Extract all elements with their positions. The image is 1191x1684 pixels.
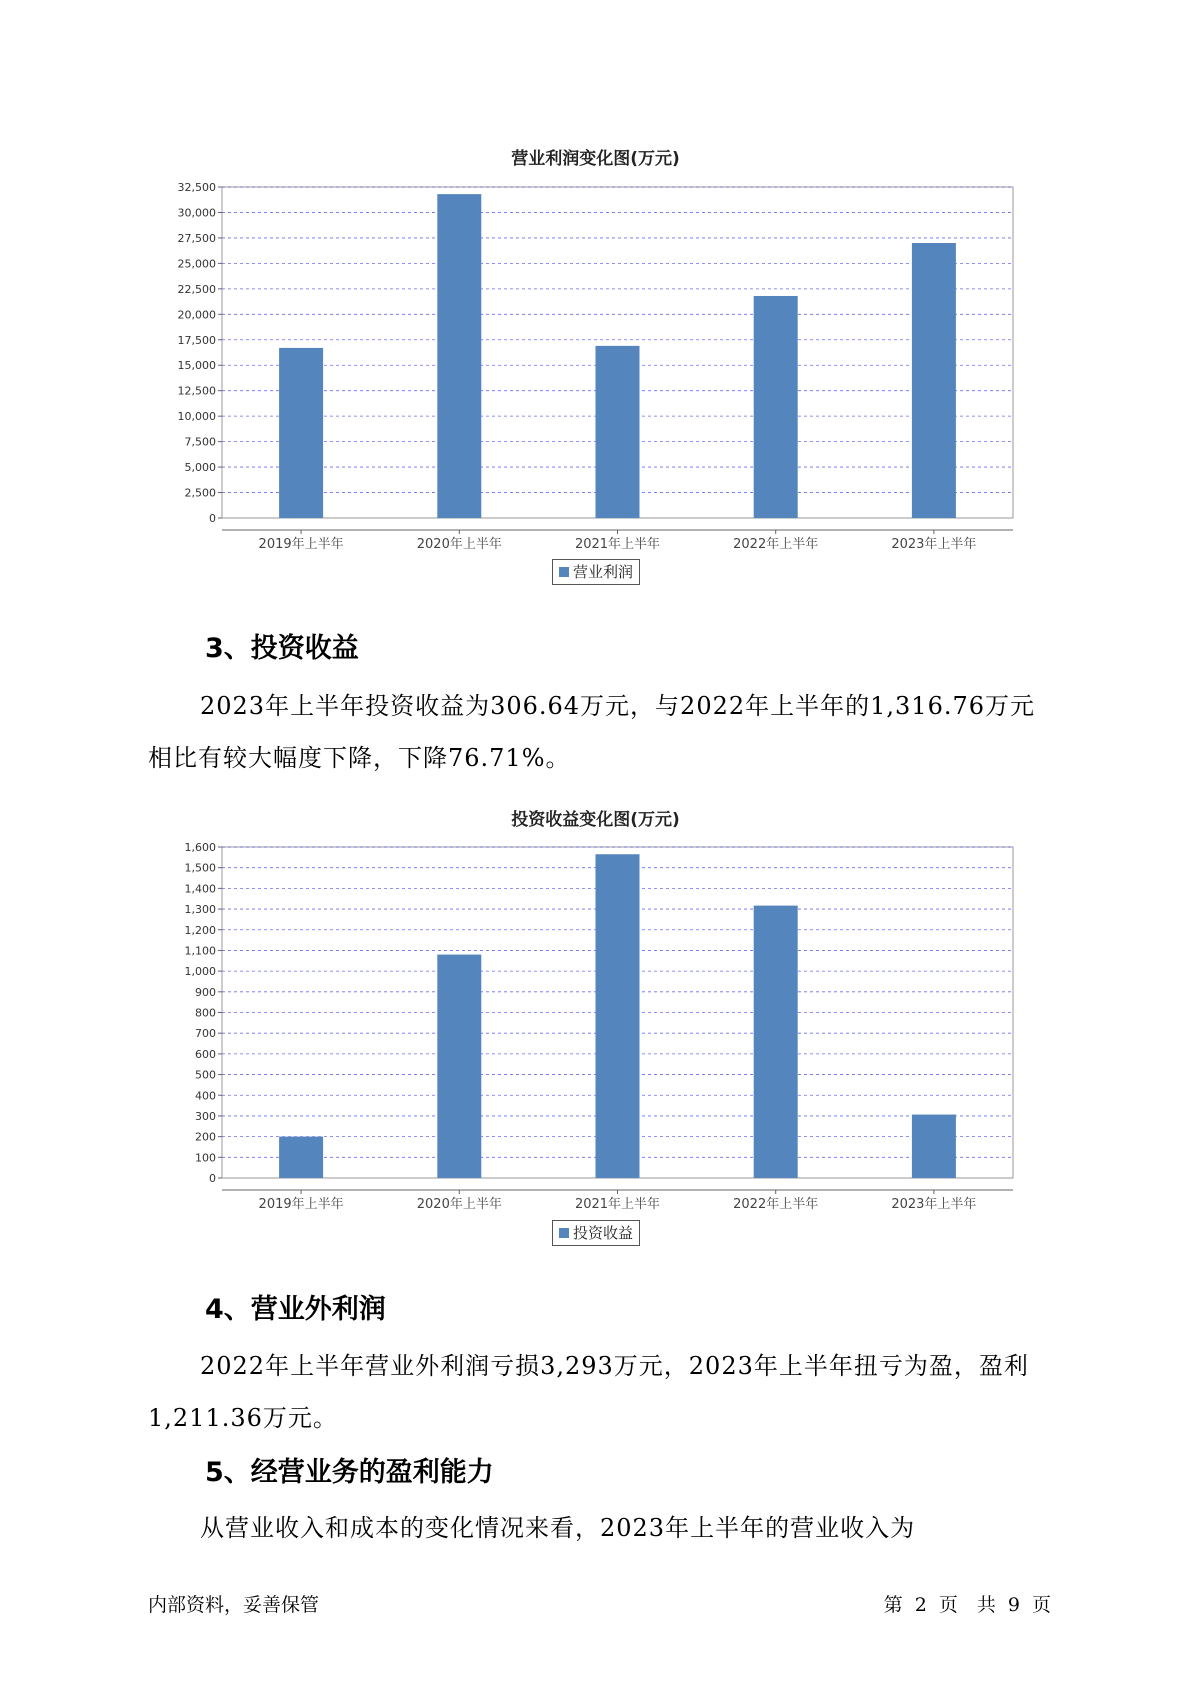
y-tick-label: 900 xyxy=(195,985,216,999)
y-tick-label: 300 xyxy=(195,1109,216,1123)
x-tick-label: 2019年上半年 xyxy=(258,1197,344,1212)
chart2-legend xyxy=(552,1220,640,1246)
bar-4 xyxy=(754,296,798,518)
bar-4 xyxy=(754,906,798,1178)
y-tick-label: 0 xyxy=(209,1172,216,1185)
footer-confidential-note: 内部资料，妥善保管 xyxy=(148,1594,320,1616)
y-tick-label: 30,000 xyxy=(177,206,216,220)
section-3-heading: 3、投资收益 xyxy=(205,633,359,664)
x-tick-label: 2023年上半年 xyxy=(891,537,977,552)
legend-swatch-icon xyxy=(559,1228,569,1238)
y-tick-label: 20,000 xyxy=(177,308,216,322)
investment-income-chart xyxy=(0,835,1191,1212)
y-tick-label: 22,500 xyxy=(177,282,216,296)
y-tick-label: 27,500 xyxy=(177,231,216,245)
y-tick-label: 5,000 xyxy=(184,461,216,475)
section-4-heading: 4、营业外利润 xyxy=(205,1294,386,1325)
x-tick-label: 2020年上半年 xyxy=(416,1197,502,1212)
y-tick-label: 15,000 xyxy=(177,359,216,373)
x-tick-label: 2023年上半年 xyxy=(891,1197,977,1212)
y-tick-label: 200 xyxy=(195,1130,216,1144)
y-tick-label: 500 xyxy=(195,1068,216,1082)
y-tick-label: 1,500 xyxy=(184,861,216,875)
y-tick-label: 1,300 xyxy=(184,903,216,917)
chart1-title: 营业利润变化图(万元) xyxy=(511,149,680,169)
section-3-text: 2023年上半年投资收益为306.64万元，与2022年上半年的1,316.76万元相比有较大幅度下降，下降76.71%。 xyxy=(148,692,1036,772)
section-4-text: 2022年上半年营业外利润亏损3,293万元，2023年上半年扭亏为盈，盈利1,211.36万元。 xyxy=(148,1352,1029,1432)
y-tick-label: 10,000 xyxy=(177,410,216,424)
y-tick-label: 7,500 xyxy=(184,435,216,449)
y-tick-label: 12,500 xyxy=(177,384,216,398)
bar-3 xyxy=(596,854,640,1178)
x-tick-label: 2022年上半年 xyxy=(733,1197,819,1212)
y-tick-label: 1,400 xyxy=(184,882,216,896)
bar-2 xyxy=(437,955,481,1178)
bar-5 xyxy=(912,243,956,518)
y-tick-label: 400 xyxy=(195,1089,216,1103)
y-tick-label: 100 xyxy=(195,1151,216,1165)
chart1-legend-label: 营业利润 xyxy=(573,563,634,581)
bar-2 xyxy=(437,194,481,518)
y-tick-label: 700 xyxy=(195,1027,216,1041)
y-tick-label: 1,100 xyxy=(184,944,216,958)
y-tick-label: 1,200 xyxy=(184,923,216,937)
bar-1 xyxy=(279,1137,323,1178)
x-tick-label: 2022年上半年 xyxy=(733,537,819,552)
x-tick-label: 2021年上半年 xyxy=(574,1197,661,1212)
operating-profit-chart xyxy=(0,175,1191,552)
section-5-heading: 5、经营业务的盈利能力 xyxy=(205,1457,494,1488)
chart1-legend xyxy=(552,559,640,585)
y-tick-label: 2,500 xyxy=(184,486,216,500)
y-tick-label: 25,000 xyxy=(177,257,216,271)
y-tick-label: 1,600 xyxy=(184,841,216,854)
y-tick-label: 800 xyxy=(195,1006,216,1020)
x-tick-label: 2019年上半年 xyxy=(258,537,344,552)
y-tick-label: 32,500 xyxy=(177,181,216,194)
bar-3 xyxy=(596,346,640,518)
x-tick-label: 2020年上半年 xyxy=(416,537,502,552)
y-tick-label: 17,500 xyxy=(177,333,216,347)
y-tick-label: 0 xyxy=(209,512,216,525)
legend-swatch-icon xyxy=(559,567,569,577)
section-5-text: 从营业收入和成本的变化情况来看，2023年上半年的营业收入为 xyxy=(200,1514,916,1542)
y-tick-label: 1,000 xyxy=(184,965,216,979)
chart2-title: 投资收益变化图(万元) xyxy=(511,810,680,830)
y-tick-label: 600 xyxy=(195,1047,216,1061)
footer-page-number: 第 2 页 共 9 页 xyxy=(883,1594,1051,1616)
x-tick-label: 2021年上半年 xyxy=(574,537,661,552)
bar-1 xyxy=(279,348,323,518)
bar-5 xyxy=(912,1115,956,1178)
chart2-legend-label: 投资收益 xyxy=(573,1224,634,1242)
